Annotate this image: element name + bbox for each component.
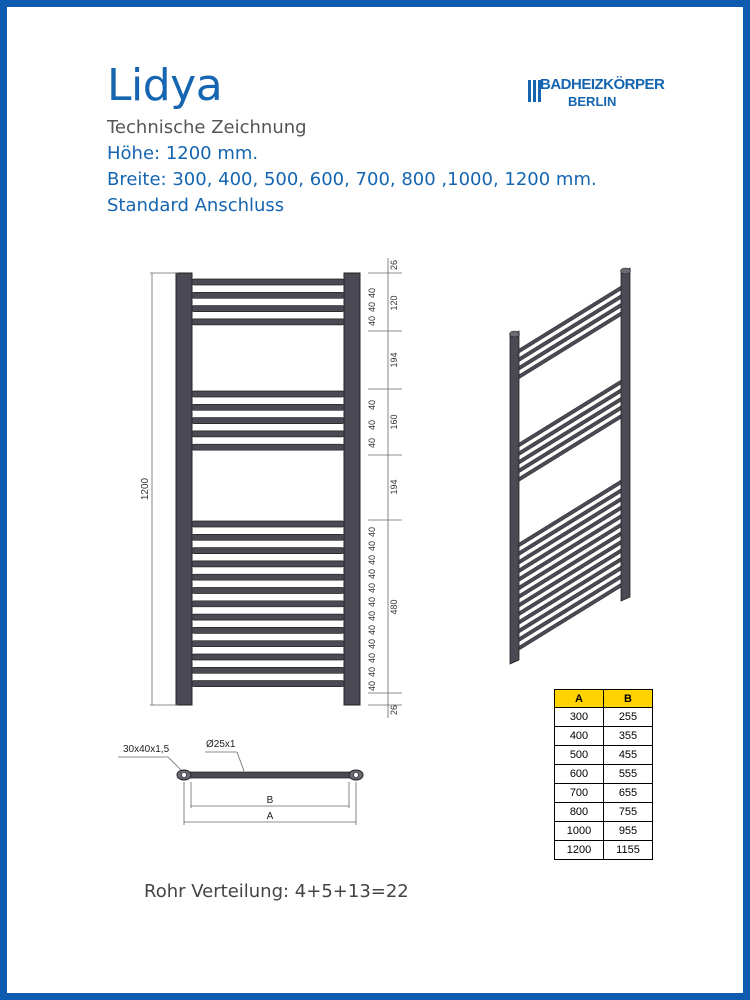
perspective-tube [519,532,621,599]
dim-label: 40 [367,666,377,678]
table-cell: 500 [555,746,604,765]
dim-label: 40 [367,568,377,580]
table-header-row [555,690,653,708]
table-header-b: B [604,690,653,708]
front-tube [192,306,344,312]
front-view [176,273,360,705]
front-tube [192,521,344,527]
perspective-left-cap [510,331,520,337]
perspective-tube [519,286,621,353]
perspective-tube [519,489,621,556]
dim-label: 40 [367,301,377,313]
table-cell: 1000 [555,822,604,841]
dim-label: 40 [367,554,377,566]
width-spec: Breite: 300, 400, 500, 600, 700, 800 ,1000, 1200 mm. [107,169,597,190]
tube-label: Ø25x1 [206,739,236,750]
perspective-tube [519,566,621,633]
product-title: Lidya [107,60,223,111]
dim-label: 40 [367,624,377,636]
front-tube [192,614,344,620]
perspective-tube [519,295,621,362]
front-tube [192,667,344,673]
table-cell: 455 [604,746,653,765]
table-row [555,803,653,822]
logo-line2: BERLIN [568,94,617,109]
front-tube [192,561,344,567]
subtitle: Technische Zeichnung [107,117,307,138]
front-tube [192,654,344,660]
tube-distribution: Rohr Verteilung: 4+5+13=22 [144,881,409,902]
table-cell: 700 [555,784,604,803]
dim-label: 40 [367,652,377,664]
front-tube [192,444,344,450]
front-tube [192,404,344,410]
front-tube [192,391,344,397]
front-tube [192,292,344,298]
dim-label: 40 [367,315,377,327]
table-row [555,765,653,784]
perspective-view [510,268,631,664]
table-cell: 300 [555,708,604,727]
table-cell: 400 [555,727,604,746]
front-tube [192,681,344,687]
left-side-bar [176,273,192,705]
connection-spec: Standard Anschluss [107,195,285,216]
front-tube [192,588,344,594]
table-cell: 655 [604,784,653,803]
height-dimension [150,273,178,705]
perspective-tube [519,303,621,370]
dim-label: 40 [367,437,377,449]
front-tubes [192,279,344,687]
dim-label: 40 [367,526,377,538]
dim-b-label: B [266,795,274,806]
perspective-tube [519,397,621,464]
table-cell: 555 [604,765,653,784]
logo-line1: BADHEIZKÖRPER [540,76,665,93]
top-tube [185,772,355,778]
front-tube [192,534,344,540]
table-cell: 255 [604,708,653,727]
table-cell: 800 [555,803,604,822]
perspective-tube [519,557,621,624]
perspective-tube [519,312,621,379]
table-row [555,727,653,746]
front-tube [192,418,344,424]
front-tube [192,431,344,437]
dim-a-label: A [266,811,274,822]
right-profile-hole [354,773,359,778]
dim-label: 40 [367,680,377,692]
dim-label: 40 [367,287,377,299]
table-cell: 755 [604,803,653,822]
right-side-bar [344,273,360,705]
height-spec: Höhe: 1200 mm. [107,143,259,164]
perspective-tube [519,575,621,642]
perspective-tube [519,506,621,573]
dim-label: 40 [367,540,377,552]
front-tube [192,627,344,633]
left-profile-hole [182,773,187,778]
perspective-tube [519,480,621,547]
perspective-tube [519,514,621,581]
perspective-tube [519,583,621,650]
perspective-tube [519,406,621,473]
front-tube [192,641,344,647]
dim-label: 120 [389,295,399,311]
size-table [554,689,653,860]
perspective-tubes [519,286,621,650]
table-row [555,746,653,765]
table-header-a: A [555,690,604,708]
front-tube [192,601,344,607]
front-tube [192,279,344,285]
dim-label: 480 [389,599,399,615]
dimension-chain [367,258,402,718]
dim-label: 160 [389,414,399,430]
perspective-tube [519,540,621,607]
dim-label: 194 [389,479,399,495]
table-cell: 955 [604,822,653,841]
table-row [555,784,653,803]
table-cell: 355 [604,727,653,746]
dim-label: 40 [367,638,377,650]
perspective-right-bar [621,268,630,601]
table-row [555,708,653,727]
table-cell: 600 [555,765,604,784]
dim-label: 40 [367,596,377,608]
front-tube [192,548,344,554]
front-tube [192,319,344,325]
dim-label: 26 [389,704,399,716]
table-cell: 1200 [555,841,604,860]
dim-label: 40 [367,610,377,622]
dim-label: 40 [367,399,377,411]
dim-label: 40 [367,582,377,594]
table-row [555,822,653,841]
perspective-tube [519,380,621,447]
perspective-tube [519,414,621,481]
top-view [118,739,363,825]
profile-label: 30x40x1,5 [123,744,170,755]
perspective-tube [519,523,621,590]
perspective-tube [519,389,621,456]
dim-label: 194 [389,352,399,368]
dim-label: 40 [367,419,377,431]
dim-label: 26 [389,259,399,271]
front-tube [192,574,344,580]
perspective-left-bar [510,331,519,664]
perspective-tube [519,549,621,616]
table-row [555,841,653,860]
perspective-right-cap [621,268,631,274]
total-height-label: 1200 [140,477,151,501]
perspective-tube [519,497,621,564]
table-cell: 1155 [604,841,653,860]
